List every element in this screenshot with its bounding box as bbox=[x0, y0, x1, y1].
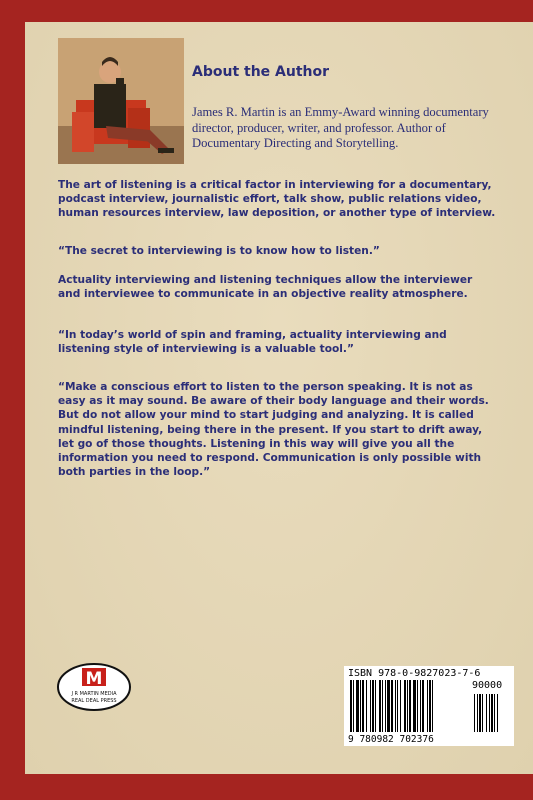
logo-letter: M bbox=[85, 669, 103, 689]
author-photo bbox=[58, 38, 184, 164]
barcode-bar bbox=[395, 680, 396, 732]
barcode-bar bbox=[372, 680, 374, 732]
barcode-bar bbox=[400, 680, 401, 732]
barcode-bar bbox=[350, 680, 352, 732]
barcode-bar bbox=[491, 694, 493, 732]
barcode-bar bbox=[474, 694, 475, 732]
isbn-number: ISBN 978-0-9827023-7-6 bbox=[348, 668, 481, 679]
barcode-bar bbox=[375, 680, 376, 732]
barcode-bar bbox=[413, 680, 416, 732]
paragraph-1: The art of listening is a critical factor in interviewing for a documentary, podcast interview, journalistic effort, talk show, public relations video, human resources interview, law deposition, or another type of interview. bbox=[58, 179, 496, 220]
cover-frame bbox=[0, 0, 533, 22]
barcode-bar bbox=[422, 680, 424, 732]
barcode-bar bbox=[356, 680, 359, 732]
about-author-heading: About the Author bbox=[192, 64, 330, 80]
barcode-bar bbox=[482, 694, 483, 732]
barcode-bar bbox=[391, 680, 393, 732]
barcode-bar bbox=[360, 680, 361, 732]
barcode-bar bbox=[497, 694, 498, 732]
barcode-bar bbox=[477, 694, 478, 732]
barcode-bar bbox=[486, 694, 487, 732]
author-bio: James R. Martin is an Emmy-Award winning documentary director, producer, writer, and professor. Author of Documentary Directing and Storytelling. bbox=[192, 105, 489, 150]
barcode-bar bbox=[379, 680, 381, 732]
barcode-bar bbox=[366, 680, 367, 732]
barcode-bar bbox=[353, 680, 354, 732]
barcode-digits: 9 780982 702376 bbox=[348, 734, 434, 745]
barcode-bar bbox=[385, 680, 386, 732]
barcode-bar bbox=[432, 680, 433, 732]
publisher-name-2: REAL DEAL PRESS bbox=[71, 698, 117, 704]
barcode-bar bbox=[370, 680, 371, 732]
barcode-bar bbox=[420, 680, 421, 732]
barcode-bar bbox=[489, 694, 490, 732]
barcode-bar bbox=[427, 680, 428, 732]
isbn-barcode bbox=[344, 666, 514, 746]
barcode-bar bbox=[382, 680, 383, 732]
price-code: 90000 bbox=[472, 680, 503, 691]
paragraph-actuality: Actuality interviewing and listening techniques allow the interviewer and interviewee to communicate in an objective reality atmosphere. bbox=[58, 274, 473, 301]
barcode-bar bbox=[404, 680, 406, 732]
barcode-bar bbox=[494, 694, 495, 732]
barcode-bar bbox=[362, 680, 364, 732]
barcode-bar bbox=[417, 680, 418, 732]
quote-secret: “The secret to interviewing is to know how to listen.” bbox=[58, 245, 380, 257]
barcode-bar bbox=[479, 694, 481, 732]
barcode-bar bbox=[429, 680, 431, 732]
barcode-bar bbox=[387, 680, 390, 732]
barcode-bar bbox=[407, 680, 408, 732]
publisher-logo bbox=[56, 662, 132, 712]
barcode-bar bbox=[409, 680, 411, 732]
quote-spin: “In today’s world of spin and framing, actuality interviewing and listening style of interviewing is a valuable tool.” bbox=[58, 329, 447, 356]
barcode-bar bbox=[397, 680, 398, 732]
publisher-name-1: J R MARTIN MEDIA bbox=[71, 691, 117, 697]
quote-mindful: “Make a conscious effort to listen to the person speaking. It is not as easy as it may sound. Be aware of their body language and their words. But do not allow your mind to start judging and analyzing. It is called mindful listening, being there in the present. If you start to drift away, let go of those thoughts. Listening in this way will give you all the information you need to respond. Communication is only possible with both parties in the loop.” bbox=[58, 381, 489, 479]
